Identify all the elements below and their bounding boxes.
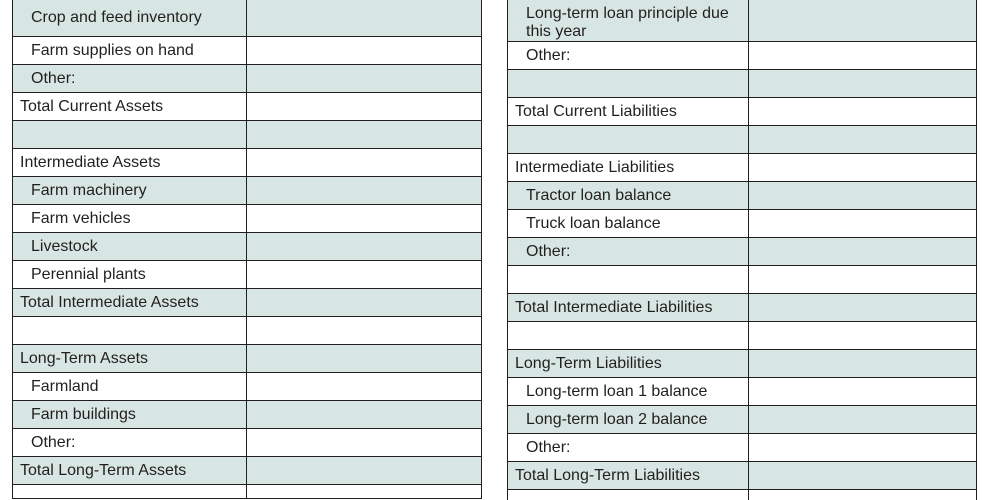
asset-amount-cell[interactable] [247, 289, 482, 317]
liability-row-long-term-loan-1-balance [508, 378, 977, 406]
asset-amount-cell[interactable] [247, 317, 482, 345]
liability-amount-cell[interactable] [749, 210, 977, 238]
liability-row-label [508, 266, 749, 294]
liability-row-label: Other: [508, 238, 749, 266]
asset-row-label [13, 485, 247, 499]
asset-row-label: Perennial plants [13, 261, 247, 289]
asset-row-livestock [13, 233, 482, 261]
asset-row-label: Total Intermediate Assets [13, 289, 247, 317]
liability-row-blank [508, 490, 977, 500]
asset-amount-cell[interactable] [247, 233, 482, 261]
liability-row-blank [508, 322, 977, 350]
asset-row-farm-buildings [13, 401, 482, 429]
asset-row-label: Farm vehicles [13, 205, 247, 233]
liability-row-other [508, 434, 977, 462]
liability-amount-cell[interactable] [749, 70, 977, 98]
liability-row-truck-loan-balance [508, 210, 977, 238]
asset-amount-cell[interactable] [247, 177, 482, 205]
asset-row-other [13, 429, 482, 457]
asset-amount-cell[interactable] [247, 485, 482, 499]
asset-row-total-long-term-assets [13, 457, 482, 485]
liability-amount-cell[interactable] [749, 0, 977, 42]
liability-amount-cell[interactable] [749, 406, 977, 434]
liability-row-blank [508, 70, 977, 98]
liability-row-total-current-liabilities [508, 98, 977, 126]
asset-amount-cell[interactable] [247, 457, 482, 485]
asset-row-label: Crop and feed inventory [13, 0, 247, 37]
liability-row-other [508, 238, 977, 266]
liability-row-long-term-loan-2-balance [508, 406, 977, 434]
asset-row-label: Farm supplies on hand [13, 37, 247, 65]
liability-row-intermediate-liabilities [508, 154, 977, 182]
liability-amount-cell[interactable] [749, 350, 977, 378]
asset-amount-cell[interactable] [247, 93, 482, 121]
liability-amount-cell[interactable] [749, 266, 977, 294]
asset-row-label: Long-Term Assets [13, 345, 247, 373]
liability-row-label: Total Current Liabilities [508, 98, 749, 126]
liability-row-blank [508, 266, 977, 294]
liability-amount-cell[interactable] [749, 490, 977, 500]
asset-row-long-term-assets [13, 345, 482, 373]
asset-amount-cell[interactable] [247, 149, 482, 177]
asset-row-label: Farm buildings [13, 401, 247, 429]
assets-table [12, 0, 482, 499]
liability-row-label: Other: [508, 42, 749, 70]
asset-row-other [13, 65, 482, 93]
asset-amount-cell[interactable] [247, 261, 482, 289]
liability-row-label [508, 490, 749, 500]
liability-amount-cell[interactable] [749, 154, 977, 182]
asset-row-total-intermediate-assets [13, 289, 482, 317]
liability-amount-cell[interactable] [749, 182, 977, 210]
asset-row-perennial-plants [13, 261, 482, 289]
asset-row-label: Total Current Assets [13, 93, 247, 121]
liability-row-long-term-loan-principle-due-this-year [508, 0, 977, 42]
liability-row-label: Long-term loan principle due this year [508, 0, 749, 42]
asset-amount-cell[interactable] [247, 429, 482, 457]
asset-row-farm-supplies-on-hand [13, 37, 482, 65]
liability-row-label: Truck loan balance [508, 210, 749, 238]
asset-row-farm-machinery [13, 177, 482, 205]
liability-row-label [508, 126, 749, 154]
liability-row-label: Intermediate Liabilities [508, 154, 749, 182]
liability-amount-cell[interactable] [749, 42, 977, 70]
liability-row-blank [508, 126, 977, 154]
liability-row-label: Tractor loan balance [508, 182, 749, 210]
liability-row-label: Total Intermediate Liabilities [508, 294, 749, 322]
asset-row-farm-vehicles [13, 205, 482, 233]
asset-row-label [13, 121, 247, 149]
asset-row-intermediate-assets [13, 149, 482, 177]
liability-amount-cell[interactable] [749, 294, 977, 322]
liability-row-label: Total Long-Term Liabilities [508, 462, 749, 490]
liability-amount-cell[interactable] [749, 238, 977, 266]
asset-row-label: Intermediate Assets [13, 149, 247, 177]
asset-row-label: Other: [13, 429, 247, 457]
asset-row-label: Farm machinery [13, 177, 247, 205]
liability-row-label: Long-term loan 2 balance [508, 406, 749, 434]
asset-row-blank [13, 485, 482, 499]
liability-row-label: Long-term loan 1 balance [508, 378, 749, 406]
liability-amount-cell[interactable] [749, 462, 977, 490]
liabilities-table [507, 0, 977, 500]
asset-amount-cell[interactable] [247, 65, 482, 93]
asset-row-farmland [13, 373, 482, 401]
asset-row-label: Total Long-Term Assets [13, 457, 247, 485]
asset-amount-cell[interactable] [247, 121, 482, 149]
liability-row-other [508, 42, 977, 70]
asset-amount-cell[interactable] [247, 401, 482, 429]
liability-row-label: Long-Term Liabilities [508, 350, 749, 378]
liability-row-total-long-term-liabilities [508, 462, 977, 490]
liability-amount-cell[interactable] [749, 322, 977, 350]
liability-amount-cell[interactable] [749, 378, 977, 406]
asset-row-blank [13, 121, 482, 149]
asset-row-crop-and-feed-inventory [13, 0, 482, 37]
liability-amount-cell[interactable] [749, 434, 977, 462]
liability-amount-cell[interactable] [749, 126, 977, 154]
liability-row-tractor-loan-balance [508, 182, 977, 210]
asset-row-blank [13, 317, 482, 345]
asset-amount-cell[interactable] [247, 205, 482, 233]
liability-row-label [508, 322, 749, 350]
liability-row-total-intermediate-liabilities [508, 294, 977, 322]
liability-row-long-term-liabilities [508, 350, 977, 378]
liability-row-label [508, 70, 749, 98]
liability-amount-cell[interactable] [749, 98, 977, 126]
asset-row-label [13, 317, 247, 345]
asset-row-label: Livestock [13, 233, 247, 261]
asset-amount-cell[interactable] [247, 345, 482, 373]
liability-row-label: Other: [508, 434, 749, 462]
asset-row-label: Other: [13, 65, 247, 93]
asset-amount-cell[interactable] [247, 37, 482, 65]
asset-amount-cell[interactable] [247, 0, 482, 37]
asset-row-label: Farmland [13, 373, 247, 401]
asset-row-total-current-assets [13, 93, 482, 121]
asset-amount-cell[interactable] [247, 373, 482, 401]
